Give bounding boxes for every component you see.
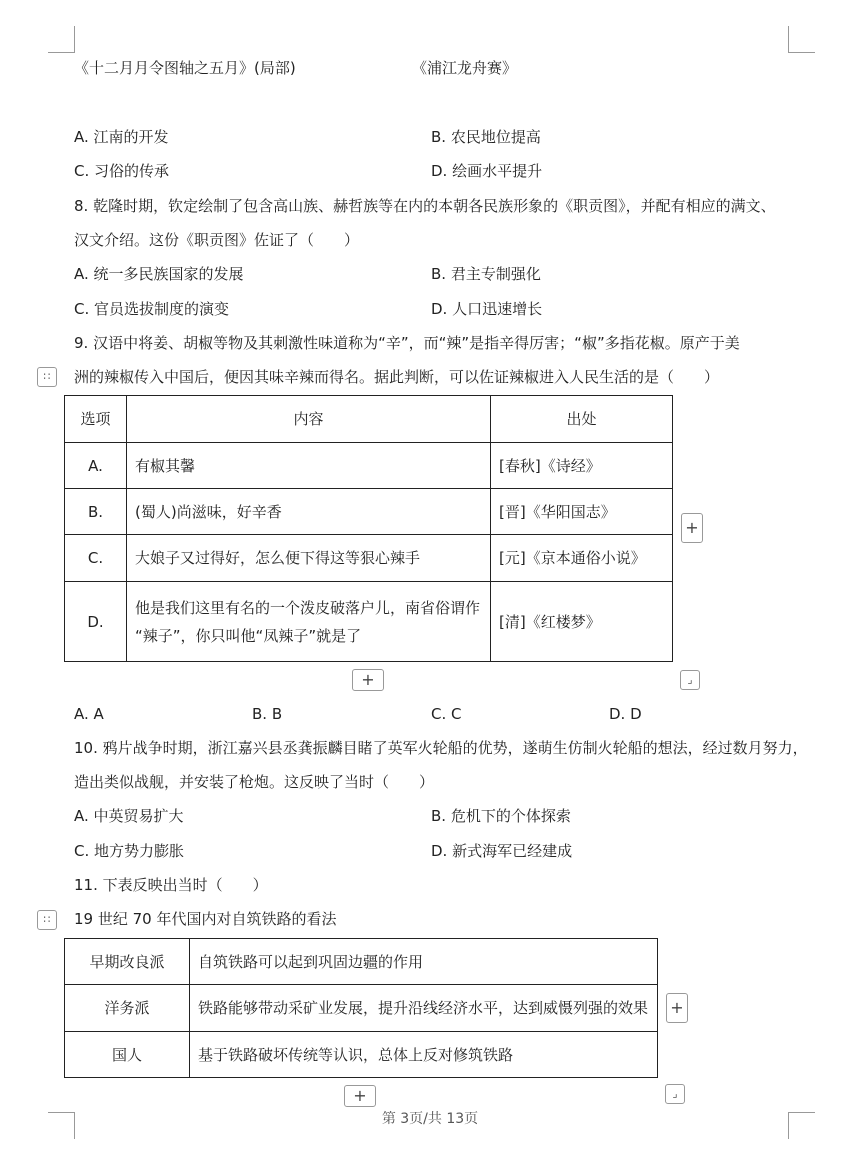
q10-stem-line2: 造出类似战舰，并安装了枪炮。这反映了当时（ ） — [74, 773, 435, 791]
q11-stem: 11. 下表反映出当时（ ） — [74, 876, 268, 894]
move-handle-icon[interactable]: ∷ — [37, 910, 57, 930]
plus-icon: + — [685, 518, 699, 537]
q9-option-a: A. A — [74, 705, 104, 723]
q9-option-c: C. C — [431, 705, 462, 723]
table-cell: 有椒其馨 — [127, 443, 491, 489]
table-row — [65, 443, 673, 489]
crop-mark-top-right — [788, 26, 815, 53]
q11-table — [64, 938, 658, 1078]
table-cell-line: 他是我们这里有名的一个泼皮破落户儿，南省俗谓作 — [135, 598, 481, 617]
q9-stem-line2: 洲的辣椒传入中国后，便因其味辛辣而得名。据此判断，可以佐证辣椒进入人民生活的是（ ） — [74, 368, 720, 386]
add-row-button[interactable] — [344, 1085, 376, 1107]
table-cell: 铁路能够带动采矿业发展，提升沿线经济水平，达到威慑列强的效果 — [190, 985, 658, 1032]
table-row — [65, 489, 673, 535]
q9-stem-line1: 9. 汉语中将姜、胡椒等物及其刺激性味道称为“辛”，而“辣”是指辛得厉害；“椒”多指花椒。原产于美 — [74, 334, 740, 352]
crop-mark-top-left — [48, 26, 75, 53]
q10-option-c: C. 地方势力膨胀 — [74, 842, 185, 860]
q7-option-c: C. 习俗的传承 — [74, 162, 170, 180]
q10-option-b: B. 危机下的个体探索 — [431, 807, 571, 825]
add-row-button[interactable] — [352, 669, 384, 691]
table-cell — [127, 582, 491, 662]
image-caption-right: 《浦江龙舟赛》 — [412, 59, 518, 77]
page-number: 第 3页/共 13页 — [381, 1111, 479, 1127]
table-header: 内容 — [127, 396, 491, 443]
q9-option-b: B. B — [252, 705, 283, 723]
table-cell: 自筑铁路可以起到巩固边疆的作用 — [190, 939, 658, 985]
table-row — [65, 1032, 658, 1078]
q8-option-d: D. 人口迅速增长 — [431, 300, 543, 318]
q10-option-d: D. 新式海军已经建成 — [431, 842, 573, 860]
table-header: 选项 — [65, 396, 127, 443]
move-handle-icon[interactable]: ∷ — [37, 367, 57, 387]
table-cell: [清]《红楼梦》 — [491, 582, 673, 662]
table-cell: A. — [65, 443, 127, 489]
table-cell: [晋]《华阳国志》 — [491, 489, 673, 535]
add-column-button[interactable] — [681, 513, 703, 543]
q8-option-a: A. 统一多民族国家的发展 — [74, 265, 244, 283]
plus-icon: + — [361, 670, 375, 689]
q8-stem-line2: 汉文介绍。这份《职贡图》佐证了（ ） — [74, 231, 360, 249]
q7-option-d: D. 绘画水平提升 — [431, 162, 543, 180]
image-caption-left: 《十二月月令图轴之五月》(局部) — [74, 59, 296, 77]
table-cell: [元]《京本通俗小说》 — [491, 535, 673, 582]
q7-option-a: A. 江南的开发 — [74, 128, 169, 146]
table-cell: (蜀人)尚滋味，好辛香 — [127, 489, 491, 535]
q8-stem-line1: 8. 乾隆时期，钦定绘制了包含高山族、赫哲族等在内的本朝各民族形象的《职贡图》，并配有相应的满文、 — [74, 197, 776, 215]
q11-table-title: 19 世纪 70 年代国内对自筑铁路的看法 — [74, 910, 337, 928]
table-cell: 国人 — [65, 1032, 190, 1078]
q8-option-b: B. 君主专制强化 — [431, 265, 541, 283]
table-row — [65, 939, 658, 985]
plus-icon: + — [670, 998, 684, 1017]
q9-table — [64, 395, 673, 662]
table-cell: 大娘子又过得好，怎么便下得这等狠心辣手 — [127, 535, 491, 582]
table-header: 出处 — [491, 396, 673, 443]
q8-option-c: C. 官员选拔制度的演变 — [74, 300, 230, 318]
table-row — [65, 582, 673, 662]
table-cell: C. — [65, 535, 127, 582]
q10-option-a: A. 中英贸易扩大 — [74, 807, 184, 825]
q10-stem-line1: 10. 鸦片战争时期，浙江嘉兴县丞龚振麟目睹了英军火轮船的优势，遂萌生仿制火轮船的想法，经过数月努力， — [74, 739, 808, 757]
q9-option-d: D. D — [609, 705, 642, 723]
add-column-button[interactable] — [666, 993, 688, 1023]
table-cell: D. — [65, 582, 127, 662]
table-row — [65, 535, 673, 582]
table-cell: 早期改良派 — [65, 939, 190, 985]
table-cell: B. — [65, 489, 127, 535]
table-cell: 基于铁路破坏传统等认识，总体上反对修筑铁路 — [190, 1032, 658, 1078]
table-row — [65, 985, 658, 1032]
table-cell: [春秋]《诗经》 — [491, 443, 673, 489]
table-cell: 洋务派 — [65, 985, 190, 1032]
plus-icon: + — [353, 1086, 367, 1105]
resize-corner-icon[interactable]: ⌟ — [680, 670, 700, 690]
table-cell-line: “辣子”，你只叫他“凤辣子”就是了 — [135, 626, 362, 645]
q7-option-b: B. 农民地位提高 — [431, 128, 541, 146]
resize-corner-icon[interactable]: ⌟ — [665, 1084, 685, 1104]
